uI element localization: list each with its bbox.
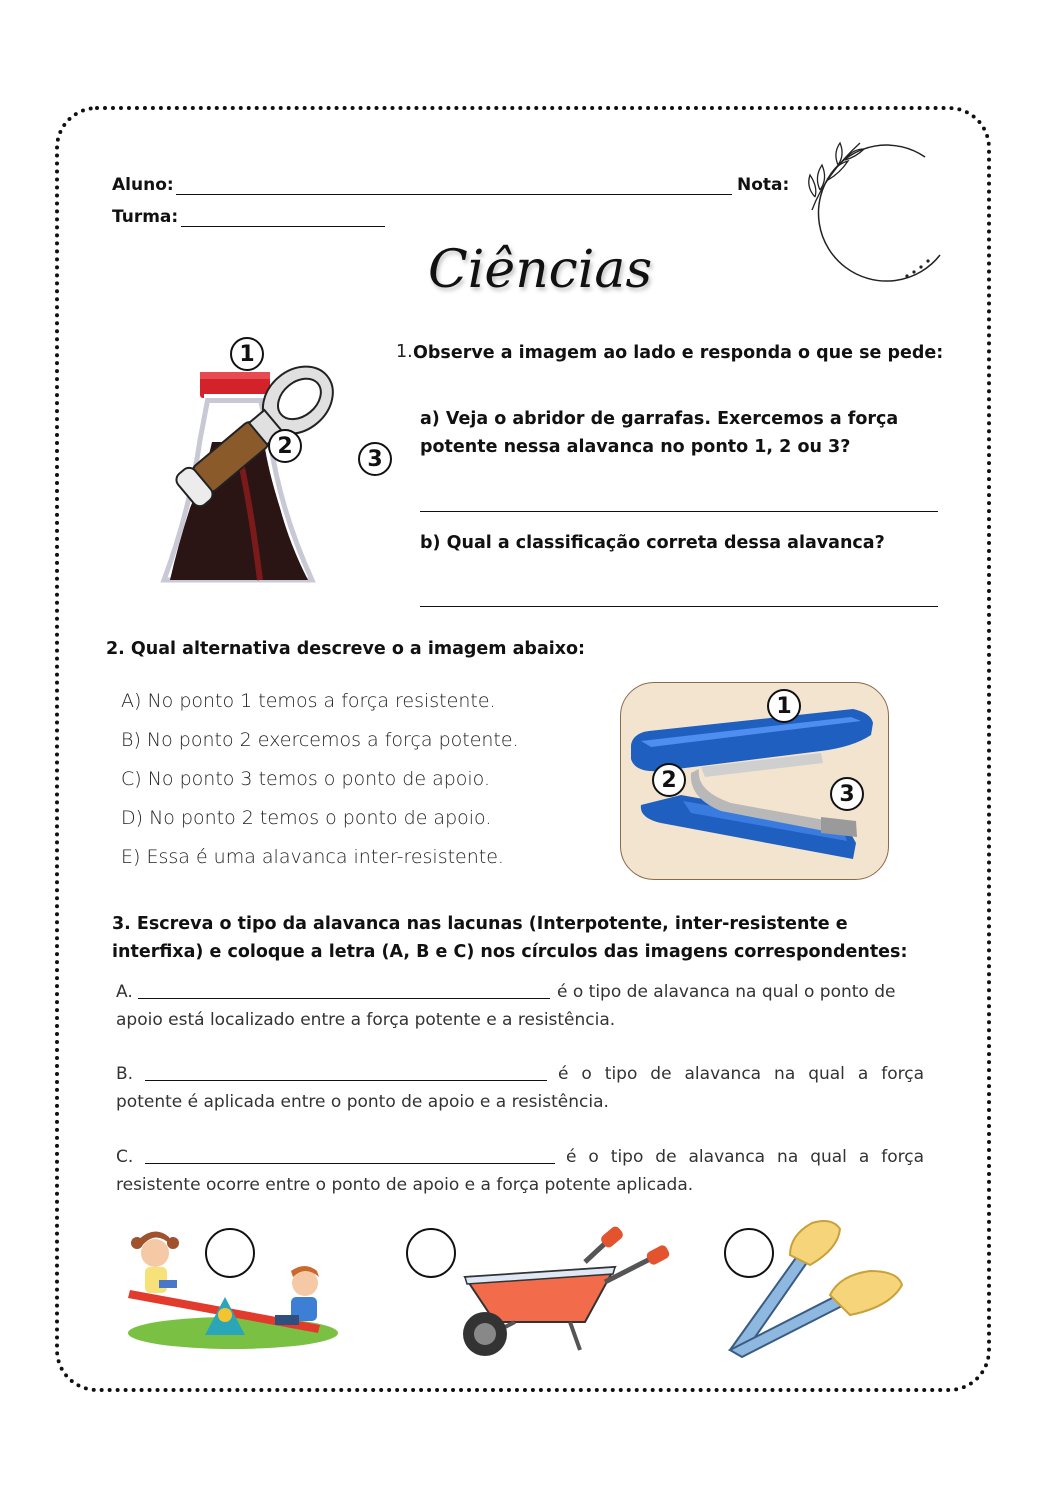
q2-prompt: 2. Qual alternativa descreve o a imagem abaixo: — [106, 639, 586, 659]
page-title: Ciências — [428, 240, 653, 300]
q1a-answer-line[interactable] — [420, 511, 938, 512]
q3-prompt: 3. Escreva o tipo da alavanca nas lacunas (Interpotente, inter-resistente e interfixa) e coloque a letra (A, B e C) nos círculos das imagens correspondentes: — [112, 914, 908, 962]
turma-field[interactable] — [181, 226, 385, 227]
q2-option-b[interactable]: B) No ponto 2 exercemos a força potente. — [121, 729, 519, 751]
q3-a-letter: A. — [116, 982, 133, 1002]
turma-label: Turma: — [112, 207, 179, 227]
q3-b-blank[interactable] — [145, 1080, 547, 1081]
stapler-marker-1: 1 — [767, 689, 801, 723]
laurel-wreath-icon — [809, 143, 864, 210]
tongs-illustration — [720, 1215, 910, 1360]
stapler-marker-2: 2 — [652, 763, 686, 797]
q3-a-text2: apoio está localizado entre a força potente e a resistência. — [116, 1010, 616, 1030]
stapler-marker-3: 3 — [830, 777, 864, 811]
wheelbarrow-answer-circle[interactable] — [406, 1228, 456, 1278]
q1b-answer-line[interactable] — [420, 606, 938, 607]
q3-c-text2: resistente ocorre entre o ponto de apoio e a força potente aplicada. — [116, 1175, 694, 1195]
nota-label: Nota: — [737, 175, 790, 195]
q3-c-blank[interactable] — [145, 1163, 555, 1164]
q1a-question: a) Veja o abridor de garrafas. Exercemos a força potente nessa alavanca no ponto 1, 2 ou 3? — [420, 409, 899, 457]
q2-option-a[interactable]: A) No ponto 1 temos a força resistente. — [121, 690, 496, 712]
grade-circle-icon — [800, 135, 960, 290]
seesaw-answer-circle[interactable] — [205, 1228, 255, 1278]
marker-1: 1 — [230, 337, 264, 371]
q3-b-text2: potente é aplicada entre o ponto de apoio e a resistência. — [116, 1092, 609, 1112]
wheelbarrow-illustration — [455, 1222, 685, 1362]
q3-c-text1: é o tipo de alavanca na qual a força — [566, 1147, 924, 1167]
aluno-field[interactable] — [176, 194, 732, 195]
q2-option-e[interactable]: E) Essa é uma alavanca inter-resistente. — [121, 846, 504, 868]
q2-option-c[interactable]: C) No ponto 3 temos o ponto de apoio. — [121, 768, 491, 790]
aluno-label: Aluno: — [112, 175, 174, 195]
q3-b-text1: é o tipo de alavanca na qual a força — [558, 1064, 924, 1084]
q3-a-text1: é o tipo de alavanca na qual o ponto de — [557, 982, 896, 1002]
q1b-question: b) Qual a classificação correta dessa alavanca? — [420, 533, 885, 553]
marker-2: 2 — [268, 429, 302, 463]
q3-c-letter: C. — [116, 1147, 134, 1167]
marker-3: 3 — [358, 442, 392, 476]
q2-option-d[interactable]: D) No ponto 2 temos o ponto de apoio. — [121, 807, 492, 829]
q1-number: 1. — [396, 342, 413, 362]
q3-a-blank[interactable] — [138, 998, 550, 999]
q3-b-letter: B. — [116, 1064, 134, 1084]
q1-prompt: Observe a imagem ao lado e responda o que se pede: — [413, 343, 944, 363]
